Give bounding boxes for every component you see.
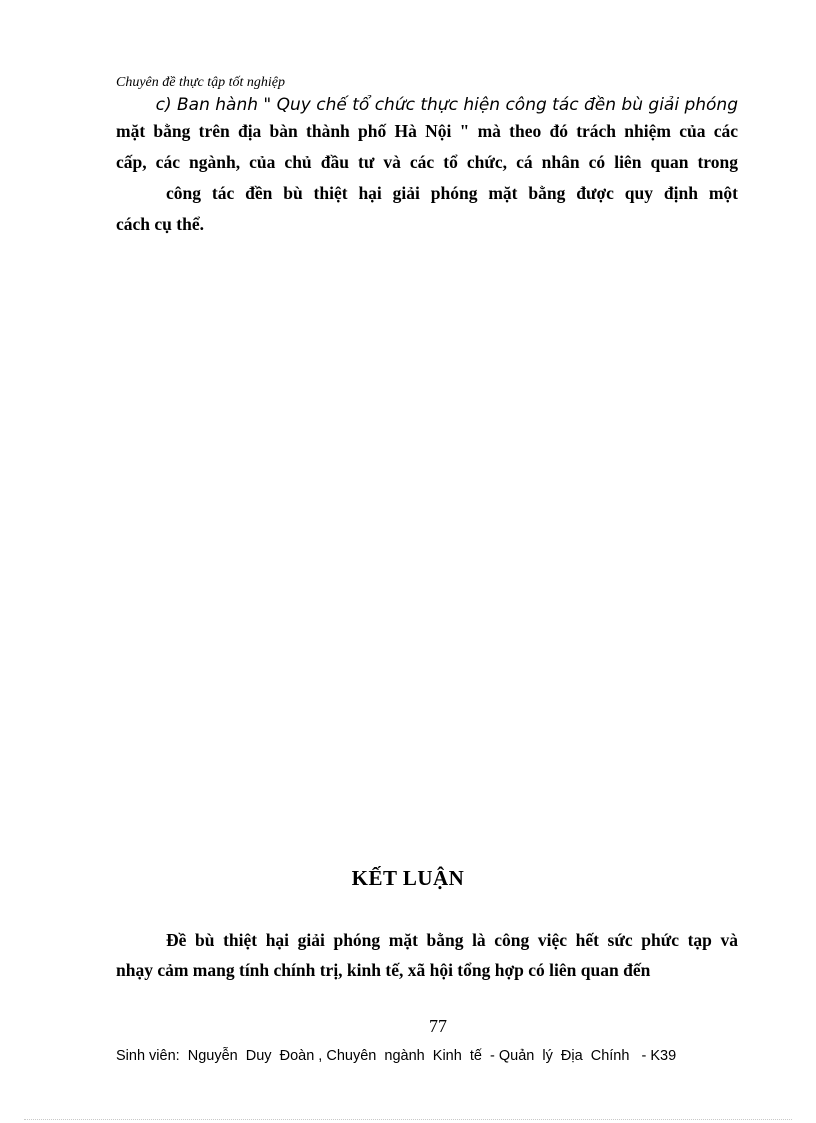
conclusion-line-1: Đề bù thiệt hại giải phóng mặt bằng là công việc hết sức phức tạp và xyxy=(166,930,738,950)
body-line-4: cách cụ thể. xyxy=(116,214,204,234)
body-line-2: cấp, các ngành, của chủ đầu tư và các tổ chức, cá nhân có liên quan trong xyxy=(116,152,738,172)
page-number: 77 xyxy=(429,1016,447,1036)
conclusion-line-2: nhạy cảm mang tính chính trị, kinh tế, xã hội tổng hợp có liên quan đến xyxy=(116,960,651,980)
running-header: Chuyên đề thực tập tốt nghiệp xyxy=(116,75,285,90)
body-line-1: mặt bằng trên địa bàn thành phố Hà Nội " mà theo đó trách nhiệm của các xyxy=(116,121,738,141)
body-line-3: công tác đền bù thiệt hại giải phóng mặt bằng được quy định một xyxy=(166,183,738,203)
italic-paragraph-line: c) Ban hành " Quy chế tổ chức thực hiện công tác đền bù giải phóng xyxy=(155,95,738,115)
conclusion-title: KẾT LUẬN xyxy=(351,866,465,890)
page-bottom-divider xyxy=(24,1119,792,1120)
footer-student-info: Sinh viên: Nguyễn Duy Đoàn , Chuyên ngành Kinh tế - Quản lý Địa Chính - K39 xyxy=(116,1048,677,1064)
